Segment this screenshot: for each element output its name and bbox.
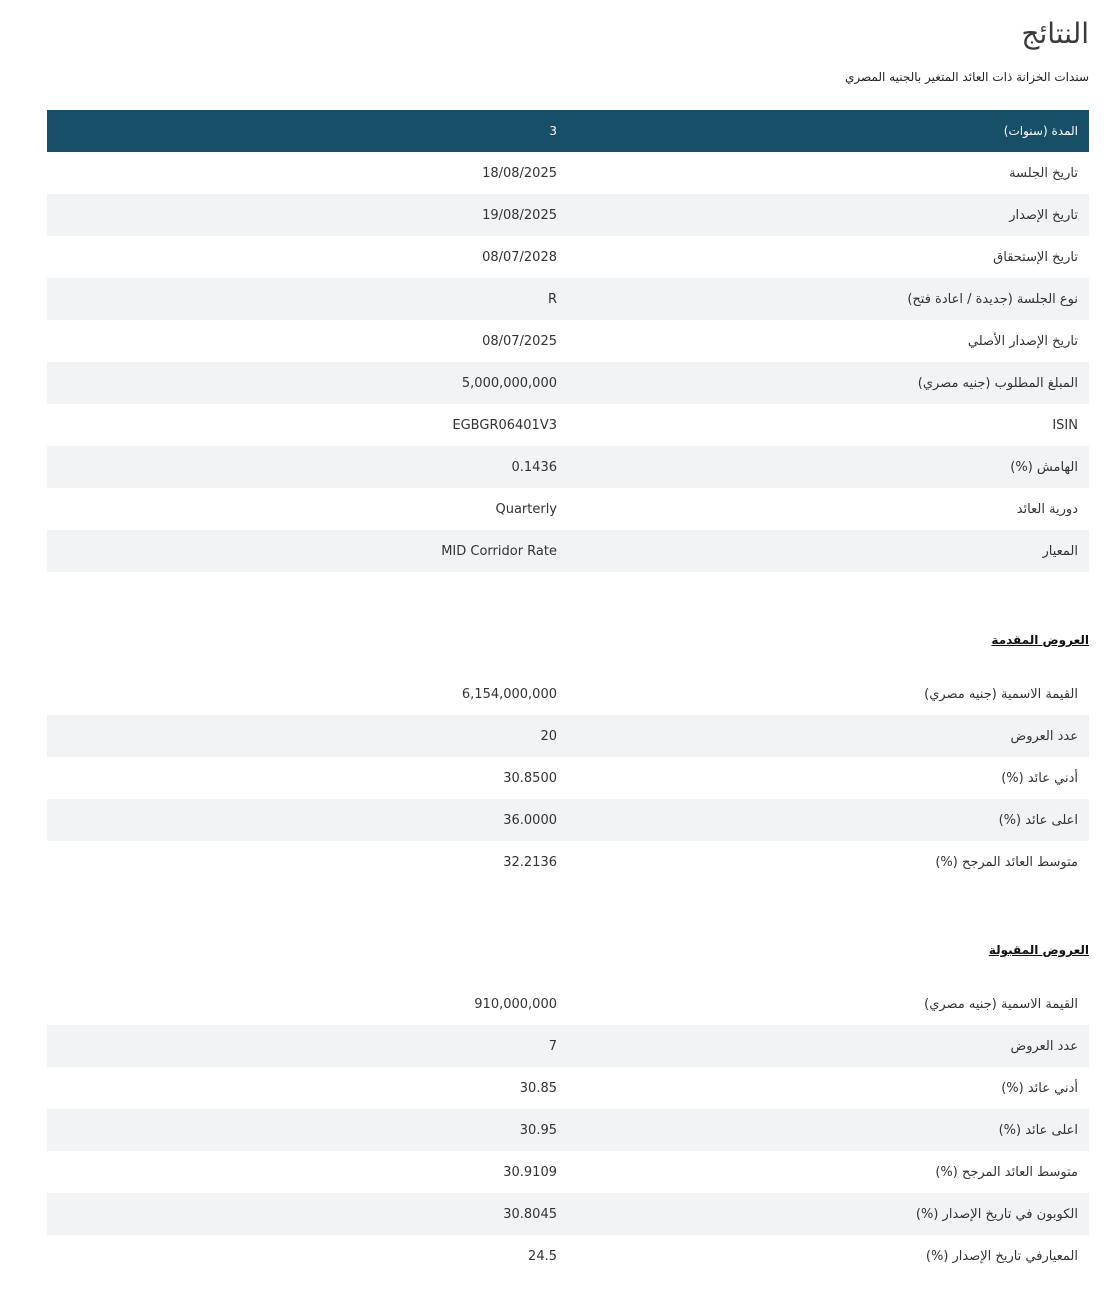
row-label: المبلغ المطلوب (جنيه مصري) bbox=[917, 375, 1078, 391]
row-label: تاريخ الإستحقاق bbox=[993, 249, 1078, 265]
row-value: 30.9109 bbox=[503, 1164, 557, 1180]
table-row bbox=[47, 983, 1089, 1025]
table-row bbox=[47, 757, 1089, 799]
row-value: 20 bbox=[540, 728, 557, 744]
table-row bbox=[47, 320, 1089, 362]
row-value: 24.5 bbox=[528, 1248, 557, 1264]
row-label: ISIN bbox=[1052, 417, 1078, 433]
row-label: عدد العروض bbox=[1010, 728, 1078, 744]
table-row bbox=[47, 841, 1089, 883]
row-value: 32.2136 bbox=[503, 854, 557, 870]
table-row bbox=[47, 1235, 1089, 1277]
auction-details-table bbox=[47, 110, 1089, 572]
row-value: 30.95 bbox=[519, 1122, 557, 1138]
row-value: 18/08/2025 bbox=[482, 165, 557, 181]
row-value: 910,000,000 bbox=[474, 996, 557, 1012]
table-row bbox=[47, 1025, 1089, 1067]
row-value: 7 bbox=[548, 1038, 557, 1054]
row-value: 08/07/2028 bbox=[482, 249, 557, 265]
table-row bbox=[47, 404, 1089, 446]
row-value: 6,154,000,000 bbox=[461, 686, 557, 702]
row-label: اعلى عائد (%) bbox=[998, 1122, 1078, 1138]
row-label: الهامش (%) bbox=[1010, 459, 1078, 475]
offered-bids-heading: العروض المقدمة bbox=[991, 633, 1089, 647]
row-label: أدني عائد (%) bbox=[1001, 1080, 1078, 1096]
row-value: 30.85 bbox=[519, 1080, 557, 1096]
row-label: المعيار bbox=[1042, 543, 1078, 559]
row-label: تاريخ الإصدار bbox=[1009, 207, 1078, 223]
table-row bbox=[47, 1193, 1089, 1235]
page-subtitle: سندات الخزانة ذات العائد المتغير بالجنيه المصري bbox=[844, 70, 1089, 84]
page-title: النتائج bbox=[1021, 17, 1089, 50]
row-value: 08/07/2025 bbox=[482, 333, 557, 349]
row-value: 0.1436 bbox=[511, 459, 557, 475]
row-label: اعلى عائد (%) bbox=[998, 812, 1078, 828]
row-value: R bbox=[547, 291, 557, 307]
table-row bbox=[47, 1151, 1089, 1193]
row-label: أدني عائد (%) bbox=[1001, 770, 1078, 786]
row-label: متوسط العائد المرجح (%) bbox=[935, 1164, 1078, 1180]
table-row bbox=[47, 152, 1089, 194]
table-row bbox=[47, 236, 1089, 278]
row-label: المدة (سنوات) bbox=[1003, 124, 1078, 138]
row-label: تاريخ الجلسة bbox=[1009, 165, 1078, 181]
table-row bbox=[47, 673, 1089, 715]
row-value: 3 bbox=[549, 124, 557, 138]
row-value: 19/08/2025 bbox=[482, 207, 557, 223]
row-label: عدد العروض bbox=[1010, 1038, 1078, 1054]
row-label: القيمة الاسمية (جنيه مصري) bbox=[924, 686, 1078, 702]
row-value: 36.0000 bbox=[503, 812, 557, 828]
table-row bbox=[47, 715, 1089, 757]
table-header-row bbox=[47, 110, 1089, 152]
row-label: القيمة الاسمية (جنيه مصري) bbox=[924, 996, 1078, 1012]
row-value: Quarterly bbox=[495, 501, 557, 517]
table-row bbox=[47, 278, 1089, 320]
accepted-bids-table bbox=[47, 983, 1089, 1277]
table-row bbox=[47, 1067, 1089, 1109]
table-row bbox=[47, 488, 1089, 530]
row-label: الكوبون في تاريخ الإصدار (%) bbox=[915, 1206, 1078, 1222]
row-label: المعيارفي تاريخ الإصدار (%) bbox=[925, 1248, 1078, 1264]
table-row bbox=[47, 194, 1089, 236]
table-row bbox=[47, 446, 1089, 488]
row-value: 30.8045 bbox=[503, 1206, 557, 1222]
row-label: متوسط العائد المرجح (%) bbox=[935, 854, 1078, 870]
row-label: دورية العائد bbox=[1016, 501, 1078, 517]
table-row bbox=[47, 799, 1089, 841]
table-row bbox=[47, 1109, 1089, 1151]
row-label: تاريخ الإصدار الأصلي bbox=[967, 333, 1078, 349]
table-row bbox=[47, 530, 1089, 572]
row-value: MID Corridor Rate bbox=[441, 543, 557, 559]
offered-bids-table bbox=[47, 673, 1089, 883]
accepted-bids-heading: العروض المقبولة bbox=[988, 943, 1089, 957]
row-value: 5,000,000,000 bbox=[461, 375, 557, 391]
row-value: 30.8500 bbox=[503, 770, 557, 786]
table-row bbox=[47, 362, 1089, 404]
row-value: EGBGR06401V3 bbox=[452, 417, 557, 433]
row-label: نوع الجلسة (جديدة / اعادة فتح) bbox=[907, 291, 1078, 307]
